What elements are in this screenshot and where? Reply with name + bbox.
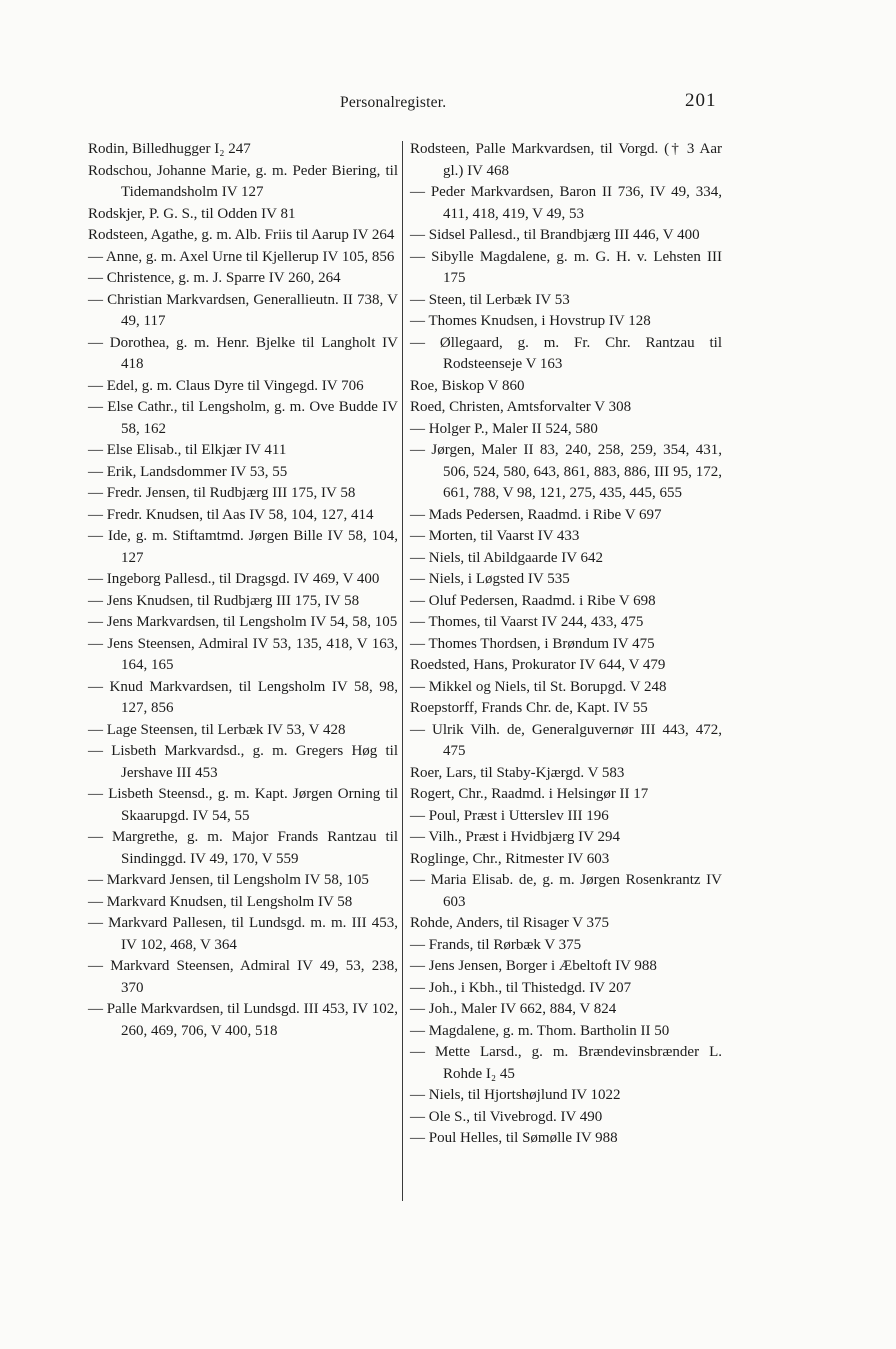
right-column: [410, 139, 722, 1150]
register-entry: — Markvard Jensen, til Lengsholm IV 58, 105: [88, 872, 369, 888]
register-entry: — Jørgen, Maler II 83, 240, 258, 259, 354, 431, 506, 524, 580, 643, 861, 883, 886, III 95, 172, 661, 788, V 98, 121, 275, 435, 445, 655: [410, 442, 722, 501]
register-entry: — Edel, g. m. Claus Dyre til Vingegd. IV 706: [88, 377, 364, 394]
register-entry: Roed, Christen, Amtsforvalter V 308: [410, 399, 632, 415]
register-entry: — Else Elisab., til Elkjær IV 411: [88, 442, 287, 458]
register-entry: Rohde, Anders, til Risager V 375: [410, 915, 610, 931]
register-entry: — Palle Markvardsen, til Lundsgd. III 453, IV 102, 260, 469, 706, V 400, 518: [88, 1001, 398, 1039]
register-entry: — Dorothea, g. m. Henr. Bjelke til Langholt IV 418: [88, 334, 398, 372]
register-entry: — Christian Markvardsen, Generallieutn. II 738, V 49, 117: [88, 291, 398, 329]
register-entry: — Niels, til Hjortshøjlund IV 1022: [410, 1087, 621, 1103]
left-column: [88, 139, 398, 1042]
register-entry: — Thomes Knudsen, i Hovstrup IV 128: [410, 313, 651, 329]
register-entry: — Lage Steensen, til Lerbæk IV 53, V 428: [88, 721, 346, 738]
register-entry: Rodsteen, Palle Markvardsen, til Vorgd. († 3 Aar gl.) IV 468: [410, 141, 722, 179]
register-entry: — Vilh., Præst i Hvidbjærg IV 294: [410, 829, 620, 845]
register-entry: — Jens Steensen, Admiral IV 53, 135, 418, V 163, 164, 165: [88, 635, 398, 673]
register-entry: — Joh., Maler IV 662, 884, V 824: [410, 1001, 617, 1017]
register-entry: Roe, Biskop V 860: [410, 377, 525, 394]
register-entry: — Mads Pedersen, Raadmd. i Ribe V 697: [410, 506, 662, 523]
register-entry: Roedsted, Hans, Prokurator IV 644, V 479: [410, 657, 666, 673]
column-divider: [402, 141, 403, 1201]
register-entry: Rogert, Chr., Raadmd. i Helsingør II 17: [410, 786, 649, 802]
register-entry: — Knud Markvardsen, til Lengsholm IV 58, 98, 127, 856: [88, 678, 398, 716]
register-entry: Rodsteen, Agathe, g. m. Alb. Friis til Aarup IV 264: [88, 227, 395, 243]
register-entry: — Jens Knudsen, til Rudbjærg III 175, IV 58: [88, 592, 360, 609]
register-entry: — Fredr. Jensen, til Rudbjærg III 175, IV 58: [88, 485, 356, 501]
register-entry: — Morten, til Vaarst IV 433: [410, 528, 580, 544]
register-entry: — Markvard Pallesen, til Lundsgd. m. m. III 453, IV 102, 468, V 364: [88, 915, 398, 953]
register-entry: — Oluf Pedersen, Raadmd. i Ribe V 698: [410, 592, 656, 609]
register-entry: — Else Cathr., til Lengsholm, g. m. Ove Budde IV 58, 162: [88, 399, 398, 437]
register-entry: Rodschou, Johanne Marie, g. m. Peder Biering, til Tidemandsholm IV 127: [88, 162, 398, 200]
register-entry: — Thomes, til Vaarst IV 244, 433, 475: [410, 614, 644, 630]
register-entry: — Øllegaard, g. m. Fr. Chr. Rantzau til Rodsteenseje V 163: [410, 334, 722, 372]
register-entry: — Margrethe, g. m. Major Frands Rantzau til Sindinggd. IV 49, 170, V 559: [88, 829, 398, 867]
register-entry: — Maria Elisab. de, g. m. Jørgen Rosenkrantz IV 603: [410, 872, 722, 910]
register-entry: — Ide, g. m. Stiftamtmd. Jørgen Bille IV 58, 104, 127: [88, 528, 398, 566]
register-entry: — Fredr. Knudsen, til Aas IV 58, 104, 127, 414: [88, 506, 374, 523]
register-entry: — Sibylle Magdalene, g. m. G. H. v. Lehsten III 175: [410, 248, 722, 286]
register-entry: — Sidsel Pallesd., til Brandbjærg III 446, V 400: [410, 227, 700, 243]
register-entry: — Mette Larsd., g. m. Brændevinsbrænder L. Rohde I₂ 45: [410, 1044, 722, 1082]
register-entry: — Poul Helles, til Sømølle IV 988: [410, 1130, 618, 1146]
register-entry: — Mikkel og Niels, til St. Borupgd. V 248: [410, 678, 667, 695]
register-entry: — Ingeborg Pallesd., til Dragsgd. IV 469, V 400: [88, 571, 380, 587]
register-entry: — Anne, g. m. Axel Urne til Kjellerup IV 105, 856: [88, 248, 395, 265]
register-entry: — Markvard Knudsen, til Lengsholm IV 58: [88, 893, 353, 910]
register-entry: — Magdalene, g. m. Thom. Bartholin II 50: [410, 1022, 670, 1039]
register-entry: — Markvard Steensen, Admiral IV 49, 53, 238, 370: [88, 958, 398, 996]
register-entry: — Joh., i Kbh., til Thistedgd. IV 207: [410, 979, 632, 996]
register-entry: — Jens Markvardsen, til Lengsholm IV 54, 58, 105: [88, 614, 398, 630]
register-entry: — Ole S., til Vivebrogd. IV 490: [410, 1108, 603, 1125]
register-entry: — Erik, Landsdommer IV 53, 55: [88, 463, 288, 480]
register-entry: — Niels, til Abildgaarde IV 642: [410, 549, 604, 566]
register-entry: — Frands, til Rørbæk V 375: [410, 936, 582, 953]
page-header-title: Personalregister.: [340, 94, 447, 111]
register-entry: — Thomes Thordsen, i Brøndum IV 475: [410, 635, 655, 652]
register-entry: — Peder Markvardsen, Baron II 736, IV 49, 334, 411, 418, 419, V 49, 53: [410, 184, 722, 222]
register-entry: Roer, Lars, til Staby-Kjærgd. V 583: [410, 764, 625, 781]
register-entry: — Holger P., Maler II 524, 580: [410, 420, 598, 437]
register-entry: — Steen, til Lerbæk IV 53: [410, 291, 570, 308]
register-entry: — Poul, Præst i Utterslev III 196: [410, 807, 609, 824]
register-entry: — Niels, i Løgsted IV 535: [410, 571, 570, 587]
register-entry: Rodskjer, P. G. S., til Odden IV 81: [88, 205, 296, 222]
register-entry: — Lisbeth Markvardsd., g. m. Gregers Høg til Jershave III 453: [88, 743, 398, 781]
register-entry: — Christence, g. m. J. Sparre IV 260, 264: [88, 270, 341, 286]
register-entry: Roglinge, Chr., Ritmester IV 603: [410, 850, 610, 867]
register-entry: — Jens Jensen, Borger i Æbeltoft IV 988: [410, 958, 657, 974]
register-entry: — Ulrik Vilh. de, Generalguvernør III 443, 472, 475: [410, 721, 722, 759]
register-entry: Rodin, Billedhugger I₂ 247: [88, 141, 251, 157]
register-entry: Roepstorff, Frands Chr. de, Kapt. IV 55: [410, 700, 648, 716]
page-number: 201: [685, 90, 717, 111]
register-entry: — Lisbeth Steensd., g. m. Kapt. Jørgen Orning til Skaarupgd. IV 54, 55: [88, 786, 398, 824]
